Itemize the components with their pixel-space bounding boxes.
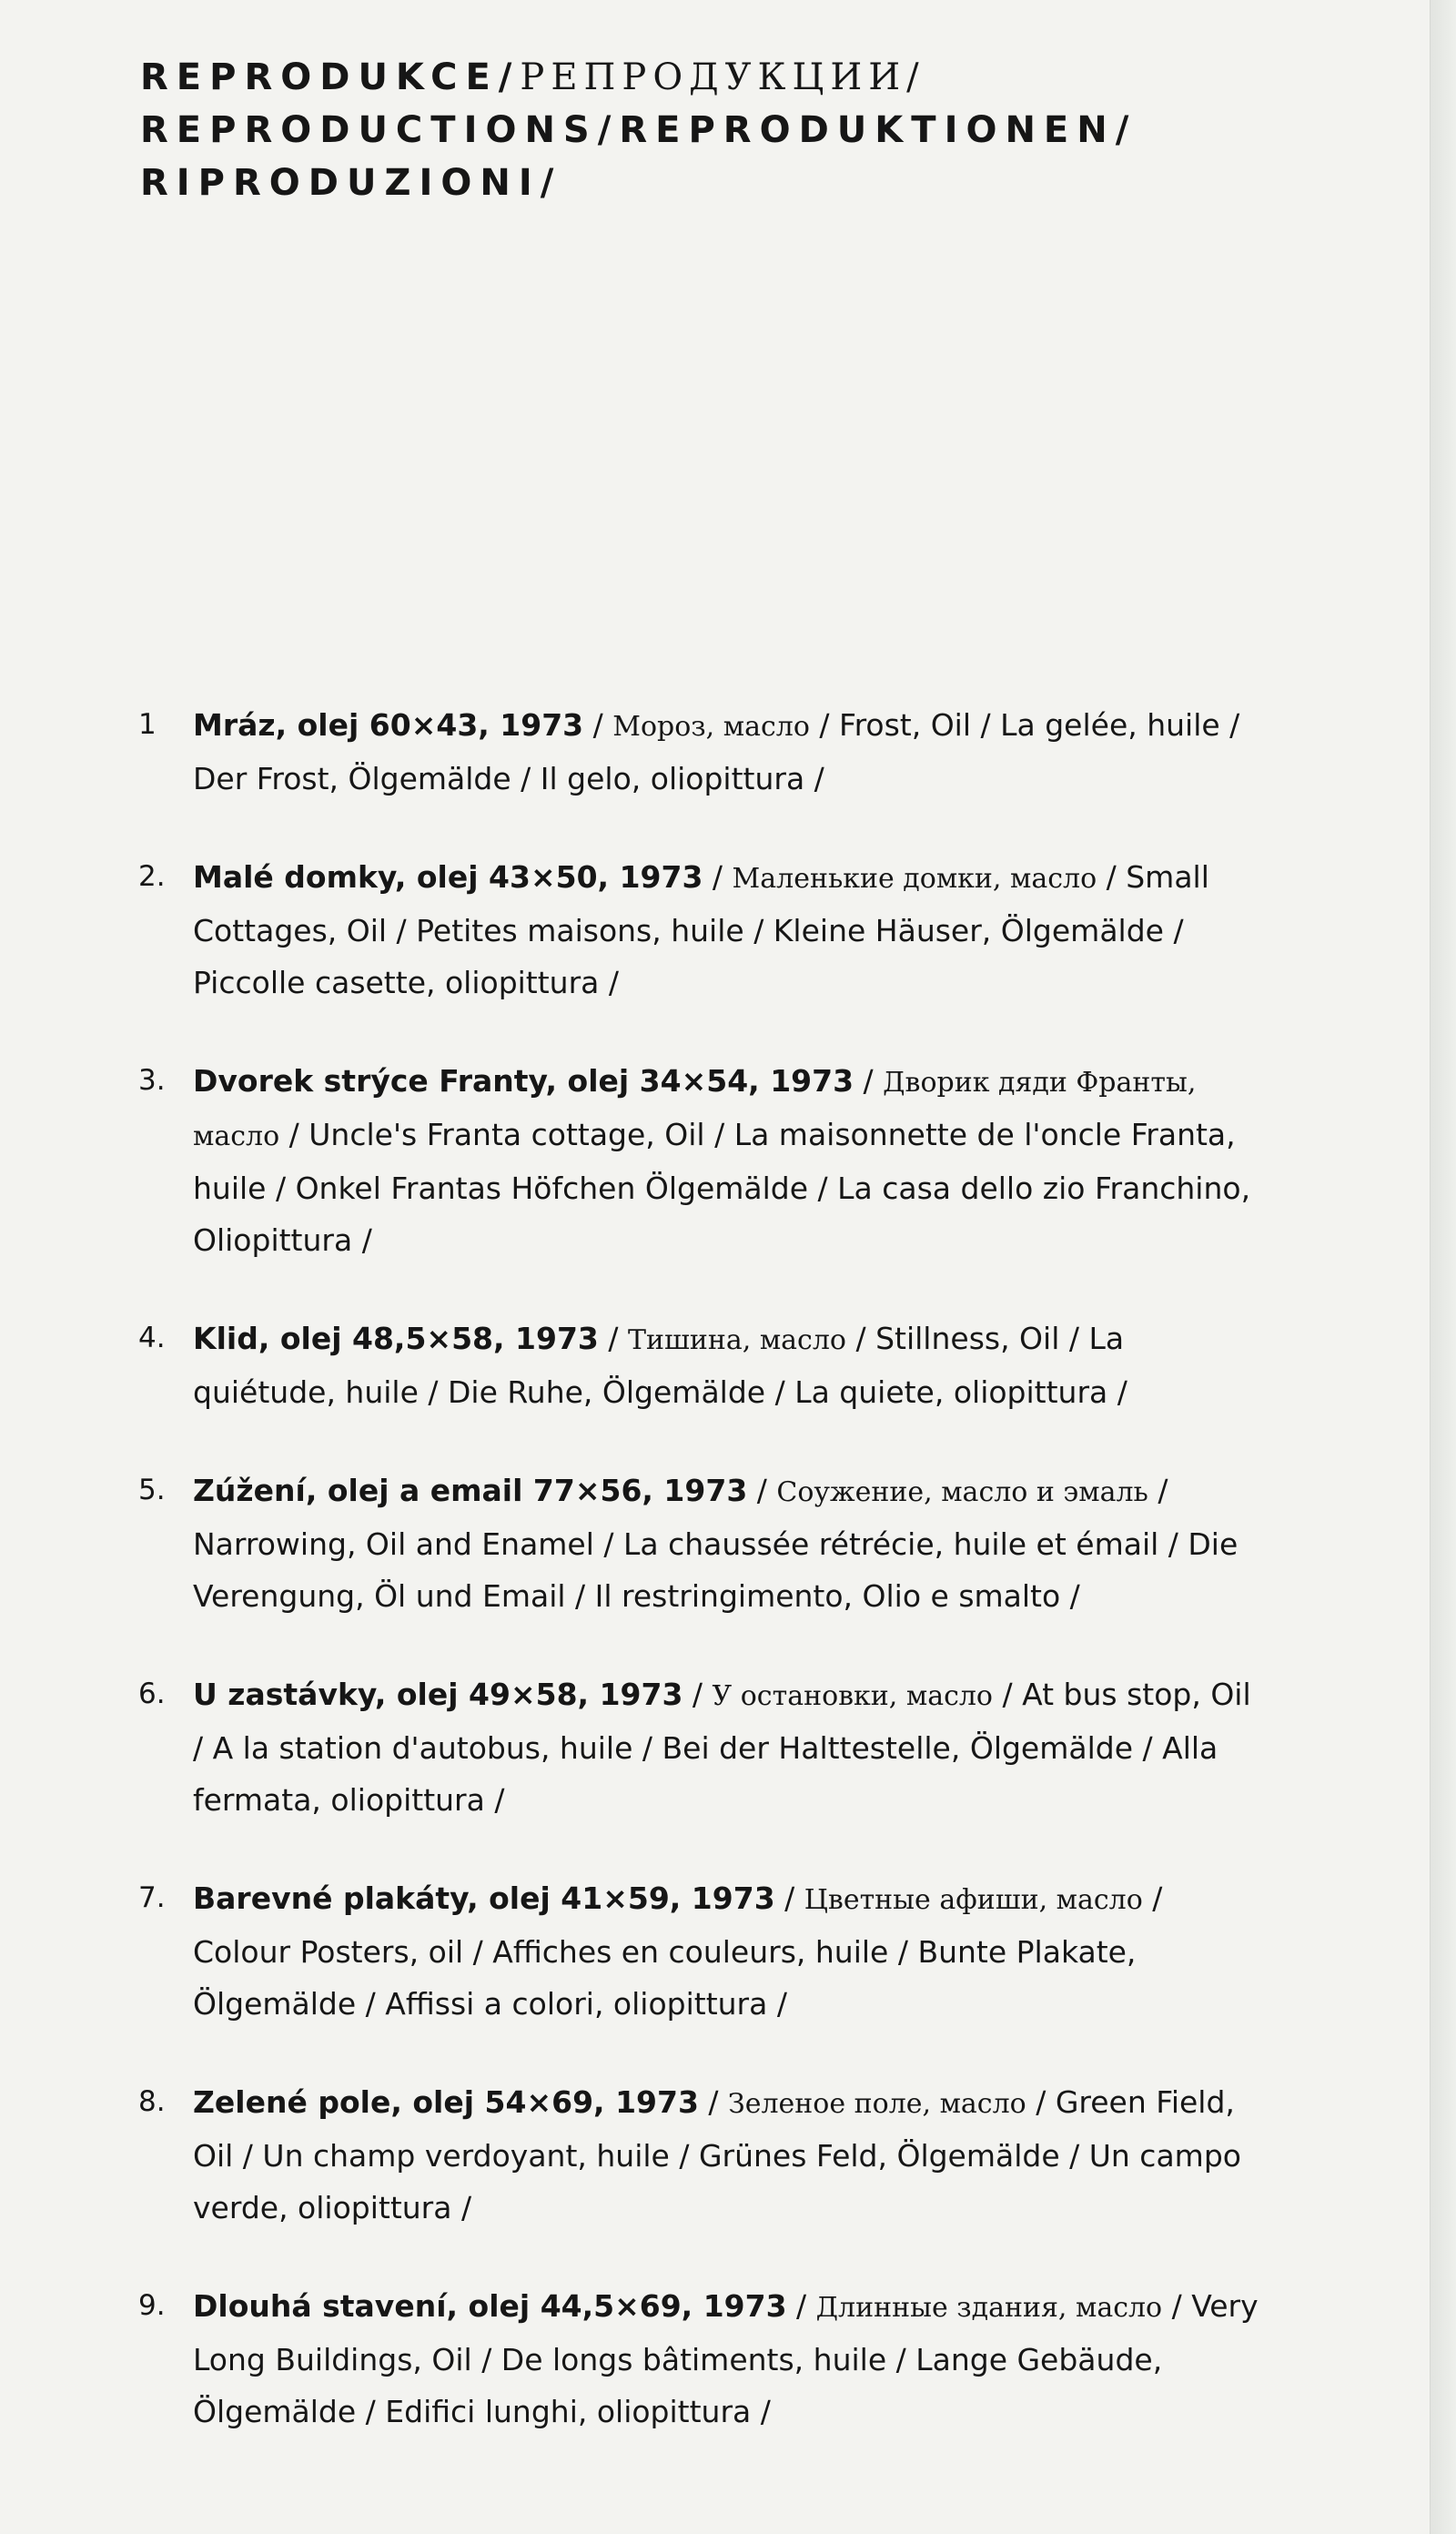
reproductions-heading bbox=[140, 51, 1396, 209]
entry-title: Barevné plakáty, olej 41×59, 1973 bbox=[193, 1880, 775, 1916]
entry-translations: / Colour Posters, oil / Affiches en couleurs, huile / Bunte Plakate, Ölgemälde / Affissi a colori, oliopittura / bbox=[193, 1880, 1163, 2022]
heading-text-italian: RIPRODUZIONI/ bbox=[140, 162, 562, 204]
entry-title: Mráz, olej 60×43, 1973 bbox=[193, 707, 584, 743]
page-edge bbox=[1430, 0, 1456, 2534]
entry-translations: / Frost, Oil / La gelée, huile / Der Frost, Ölgemälde / Il gelo, oliopittura / bbox=[193, 707, 1240, 796]
heading-line bbox=[140, 104, 1396, 157]
entry-number: 8. bbox=[138, 2085, 166, 2118]
entry-translations: / At bus stop, Oil / A la station d'autobus, huile / Bei der Halttestelle, Ölgemälde / Alla fermata, oliopittura / bbox=[193, 1677, 1251, 1818]
entry-title: Zelené pole, olej 54×69, 1973 bbox=[193, 2084, 699, 2120]
entry-separator: / bbox=[698, 2084, 729, 2120]
entry-title-russian: Цветные афиши, масло bbox=[804, 1884, 1143, 1916]
entry-separator: / bbox=[854, 1063, 884, 1099]
reproduction-entry bbox=[138, 851, 1267, 1009]
entry-translations: / Uncle's Franta cottage, Oil / La maisonnette de l'oncle Franta, huile / Onkel Frantas Höfchen Ölgemälde / La casa dello zio Franchino, Oliopittura / bbox=[193, 1117, 1251, 1258]
entry-separator: / bbox=[774, 1880, 804, 1916]
entry-translations: / Stillness, Oil / La quiétude, huile / Die Ruhe, Ölgemälde / La quiete, oliopittura / bbox=[193, 1321, 1127, 1410]
entry-number: 5. bbox=[138, 1474, 166, 1506]
entry-translations: / Small Cottages, Oil / Petites maisons, huile / Kleine Häuser, Ölgemälde / Piccolle casette, oliopittura / bbox=[193, 859, 1209, 1000]
entry-title: Dvorek strýce Franty, olej 34×54, 1973 bbox=[193, 1063, 854, 1099]
entry-number: 2. bbox=[138, 860, 166, 893]
entry-separator: / bbox=[583, 707, 613, 743]
entry-title: Dlouhá stavení, olej 44,5×69, 1973 bbox=[193, 2288, 787, 2324]
entry-number: 4. bbox=[138, 1322, 166, 1354]
reproduction-entry bbox=[138, 2076, 1267, 2234]
reproduction-entry bbox=[138, 699, 1267, 805]
entry-title-russian: Длинные здания, масло bbox=[815, 2292, 1163, 2324]
heading-text-english-german: REPRODUCTIONS/REPRODUKTIONEN/ bbox=[140, 109, 1138, 151]
entry-title: Malé domky, olej 43×50, 1973 bbox=[193, 859, 703, 895]
entry-title-russian: У остановки, масло bbox=[712, 1680, 993, 1712]
entry-translations: / Green Field, Oil / Un champ verdoyant, huile / Grünes Feld, Ölgemälde / Un campo verde, oliopittura / bbox=[193, 2084, 1241, 2225]
heading-line bbox=[140, 157, 1396, 209]
entry-title-russian: Тишина, масло bbox=[627, 1324, 846, 1356]
entry-title-russian: Дворик дяди Франты, масло bbox=[193, 1067, 1197, 1152]
entry-number: 6. bbox=[138, 1678, 166, 1710]
reproduction-entry bbox=[138, 1313, 1267, 1418]
entry-translations: / Narrowing, Oil and Enamel / La chaussée rétrécie, huile et émail / Die Verengung, Öl und Email / Il restringimento, Olio e smalto / bbox=[193, 1473, 1239, 1614]
entry-separator: / bbox=[747, 1473, 777, 1508]
entry-number: 7. bbox=[138, 1881, 166, 1914]
entry-number: 3. bbox=[138, 1064, 166, 1097]
entry-separator: / bbox=[786, 2288, 816, 2324]
entry-title: Zúžení, olej a email 77×56, 1973 bbox=[193, 1473, 748, 1508]
entry-title-russian: Зеленое поле, масло bbox=[728, 2088, 1026, 2120]
reproduction-entry bbox=[138, 1465, 1267, 1622]
entry-translations: / Very Long Buildings, Oil / De longs bâtiments, huile / Lange Gebäude, Ölgemälde / Edifici lunghi, oliopittura / bbox=[193, 2288, 1259, 2429]
entry-separator: / bbox=[703, 859, 733, 895]
entry-separator: / bbox=[598, 1321, 628, 1356]
entry-title-russian: Маленькие домки, масло bbox=[732, 863, 1097, 895]
reproduction-list bbox=[138, 699, 1267, 2484]
reproduction-entry bbox=[138, 1872, 1267, 2030]
heading-text-czech: REPRODUKCE/ bbox=[140, 56, 521, 98]
entry-number: 1 bbox=[138, 708, 157, 741]
reproduction-entry bbox=[138, 1055, 1267, 1266]
reproduction-entry bbox=[138, 2280, 1267, 2438]
reproduction-entry bbox=[138, 1668, 1267, 1826]
entry-title-russian: Мороз, масло bbox=[612, 711, 810, 743]
entry-number: 9. bbox=[138, 2289, 166, 2322]
entry-title-russian: Соужение, масло и эмаль bbox=[776, 1476, 1148, 1508]
entry-title: U zastávky, olej 49×58, 1973 bbox=[193, 1677, 683, 1712]
heading-line bbox=[140, 51, 1396, 104]
heading-text-russian: РЕПРОДУКЦИИ/ bbox=[520, 56, 925, 98]
entry-title: Klid, olej 48,5×58, 1973 bbox=[193, 1321, 599, 1356]
entry-separator: / bbox=[682, 1677, 713, 1712]
